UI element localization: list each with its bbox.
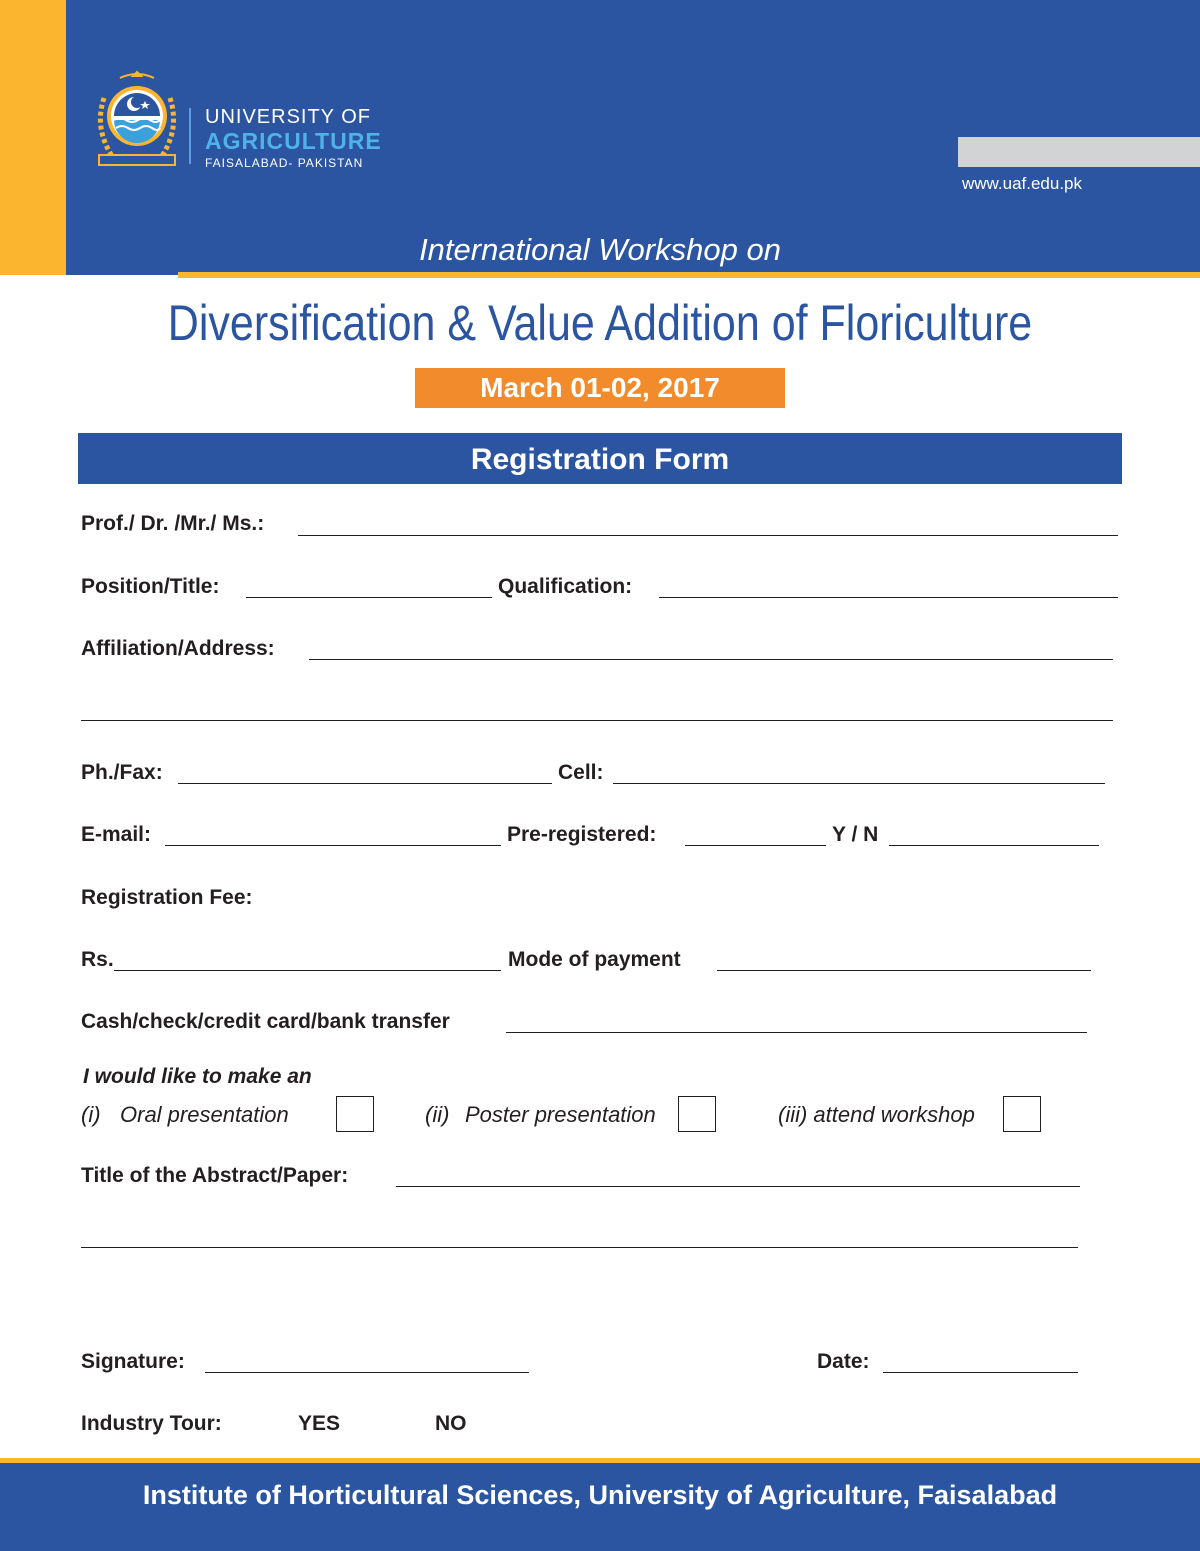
cell-field[interactable] bbox=[613, 783, 1105, 784]
university-emblem-icon bbox=[90, 68, 184, 172]
industry-tour-no[interactable]: NO bbox=[435, 1412, 467, 1435]
payment-options-field[interactable] bbox=[506, 1032, 1087, 1033]
mode-of-payment-field[interactable] bbox=[717, 970, 1091, 971]
cell-label: Cell: bbox=[558, 761, 604, 784]
mode-of-payment-label: Mode of payment bbox=[508, 948, 681, 971]
payment-options-label: Cash/check/credit card/bank transfer bbox=[81, 1010, 450, 1033]
option-oral-numeral: (i) bbox=[81, 1102, 101, 1127]
name-label: Prof./ Dr. /Mr./ Ms.: bbox=[81, 512, 265, 535]
option-poster-numeral: (ii) bbox=[425, 1102, 450, 1127]
amount-field[interactable] bbox=[114, 970, 501, 971]
website-link[interactable]: www.uaf.edu.pk bbox=[962, 174, 1083, 193]
preregistered-label: Pre-registered: bbox=[507, 823, 657, 846]
poster-presentation-checkbox[interactable] bbox=[678, 1096, 716, 1132]
option-attend-label: (iii) attend workshop bbox=[778, 1102, 975, 1127]
event-date-badge: March 01-02, 2017 bbox=[415, 368, 785, 408]
registration-fee-label: Registration Fee: bbox=[81, 886, 253, 909]
attend-workshop-checkbox[interactable] bbox=[1003, 1096, 1041, 1132]
phone-fax-label: Ph./Fax: bbox=[81, 761, 163, 784]
option-poster-label: Poster presentation bbox=[465, 1102, 656, 1127]
signature-field[interactable] bbox=[205, 1372, 529, 1373]
oral-presentation-checkbox[interactable] bbox=[336, 1096, 374, 1132]
date-label: Date: bbox=[817, 1350, 870, 1373]
position-field[interactable] bbox=[246, 597, 492, 598]
qualification-field[interactable] bbox=[659, 597, 1118, 598]
name-field[interactable] bbox=[298, 535, 1118, 536]
phone-fax-field[interactable] bbox=[178, 783, 552, 784]
abstract-title-field-line2[interactable] bbox=[81, 1247, 1078, 1248]
email-field[interactable] bbox=[165, 845, 501, 846]
signature-label: Signature: bbox=[81, 1350, 185, 1373]
header-yellow-line bbox=[178, 272, 1200, 278]
presentation-intro: I would like to make an bbox=[83, 1065, 312, 1088]
logo-text-location: FAISALABAD- PAKISTAN bbox=[205, 156, 364, 170]
abstract-title-field[interactable] bbox=[396, 1186, 1080, 1187]
position-label: Position/Title: bbox=[81, 575, 220, 598]
affiliation-label: Affiliation/Address: bbox=[81, 637, 275, 660]
footer-institute-text: Institute of Horticultural Sciences, University of Agriculture, Faisalabad bbox=[142, 1480, 1058, 1510]
yes-no-field[interactable] bbox=[889, 845, 1099, 846]
date-field[interactable] bbox=[883, 1372, 1078, 1373]
workshop-intro: International Workshop on bbox=[419, 232, 781, 267]
event-title: Diversification & Value Addition of Floriculture bbox=[167, 295, 1033, 351]
affiliation-field-line2[interactable] bbox=[81, 720, 1113, 721]
yes-no-label: Y / N bbox=[832, 823, 879, 846]
qualification-label: Qualification: bbox=[498, 575, 633, 598]
rs-label: Rs. bbox=[81, 948, 114, 971]
option-oral-label: Oral presentation bbox=[120, 1102, 289, 1127]
header-gray-bar bbox=[958, 137, 1200, 167]
industry-tour-yes[interactable]: YES bbox=[298, 1412, 341, 1435]
industry-tour-label: Industry Tour: bbox=[81, 1412, 222, 1435]
logo-text-agriculture: AGRICULTURE bbox=[205, 128, 382, 154]
email-label: E-mail: bbox=[81, 823, 152, 846]
affiliation-field[interactable] bbox=[309, 659, 1113, 660]
abstract-title-label: Title of the Abstract/Paper: bbox=[81, 1164, 349, 1187]
preregistered-field[interactable] bbox=[685, 845, 826, 846]
form-heading: Registration Form bbox=[78, 433, 1122, 484]
logo-text-university-of: UNIVERSITY OF bbox=[205, 106, 371, 128]
logo-divider bbox=[189, 108, 191, 164]
